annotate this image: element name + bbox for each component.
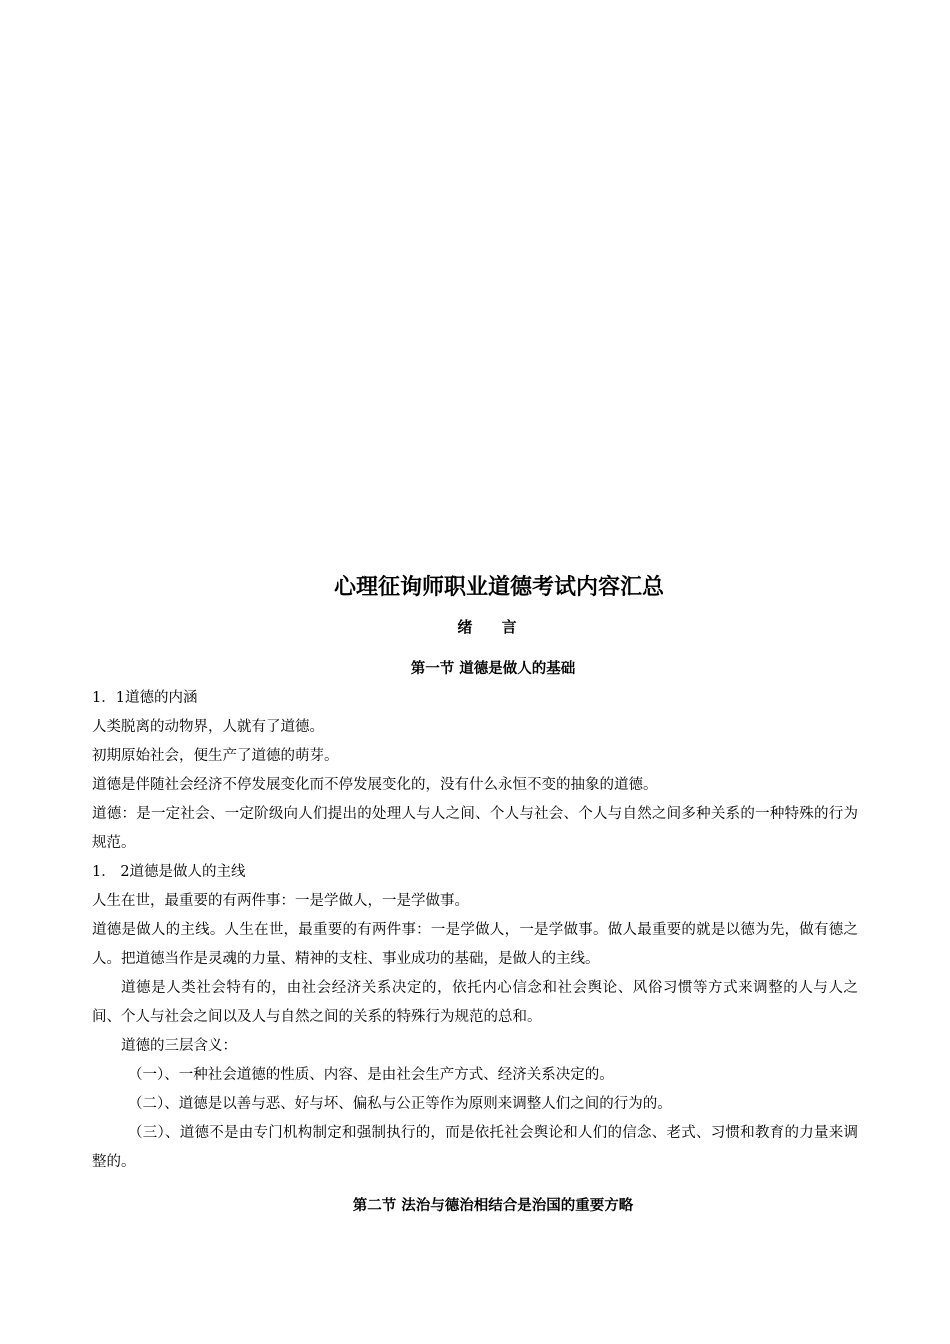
paragraph-3: 初期原始社会，便生产了道德的萌芽。 — [92, 748, 339, 764]
paragraph-10: 道德的三层含义： — [121, 1038, 237, 1054]
paragraph-1: 1．1道德的内涵 — [92, 690, 198, 706]
paragraph-11: （一）、一种社会道德的性质、内容、是由社会生产方式、经济关系决定的。 — [128, 1067, 614, 1083]
section-heading-2: 第二节 法治与德治相结合是治国的重要方略 — [352, 1198, 634, 1214]
document-content — [92, 570, 858, 1221]
document-subtitle: 绪 言 — [457, 618, 529, 636]
paragraph-8: 道德是做人的主线。人生在世，最重要的有两件事：一是学做人，一是学做事。做人最重要的就是以德为先，做有德之人。把道德当作是灵魂的力量、精神的支柱、事业成功的基础，是做人的主线。 — [92, 922, 858, 967]
section-heading-1: 第一节 道德是做人的基础 — [410, 661, 576, 677]
paragraph-13: （三）、道德不是由专门机构制定和强制执行的，而是依托社会舆论和人们的信念、老式、习惯和教育的力量来调整的。 — [92, 1125, 858, 1170]
paragraph-7: 人生在世，最重要的有两件事：一是学做人，一是学做事。 — [92, 893, 469, 909]
paragraph-6: 1． 2道德是做人的主线 — [92, 864, 246, 880]
document-title: 心理征询师职业道德考试内容汇总 — [333, 575, 664, 600]
paragraph-12: （二）、道德是以善与恶、好与坏、偏私与公正等作为原则来调整人们之间的行为的。 — [128, 1096, 672, 1112]
paragraph-5: 道德：是一定社会、一定阶级向人们提出的处理人与人之间、个人与社会、个人与自然之间多种关系的一种特殊的行为规范。 — [92, 806, 858, 851]
paragraph-9: 道德是人类社会特有的，由社会经济关系决定的，依托内心信念和社会舆论、风俗习惯等方式来调整的人与人之间、个人与社会之间以及人与自然之间的关系的特殊行为规范的总和。 — [92, 980, 858, 1025]
paragraph-4: 道德是伴随社会经济不停发展变化而不停发展变化的，没有什么永恒不变的抽象的道德。 — [92, 777, 658, 793]
paragraph-2: 人类脱离的动物界，人就有了道德。 — [92, 719, 324, 735]
